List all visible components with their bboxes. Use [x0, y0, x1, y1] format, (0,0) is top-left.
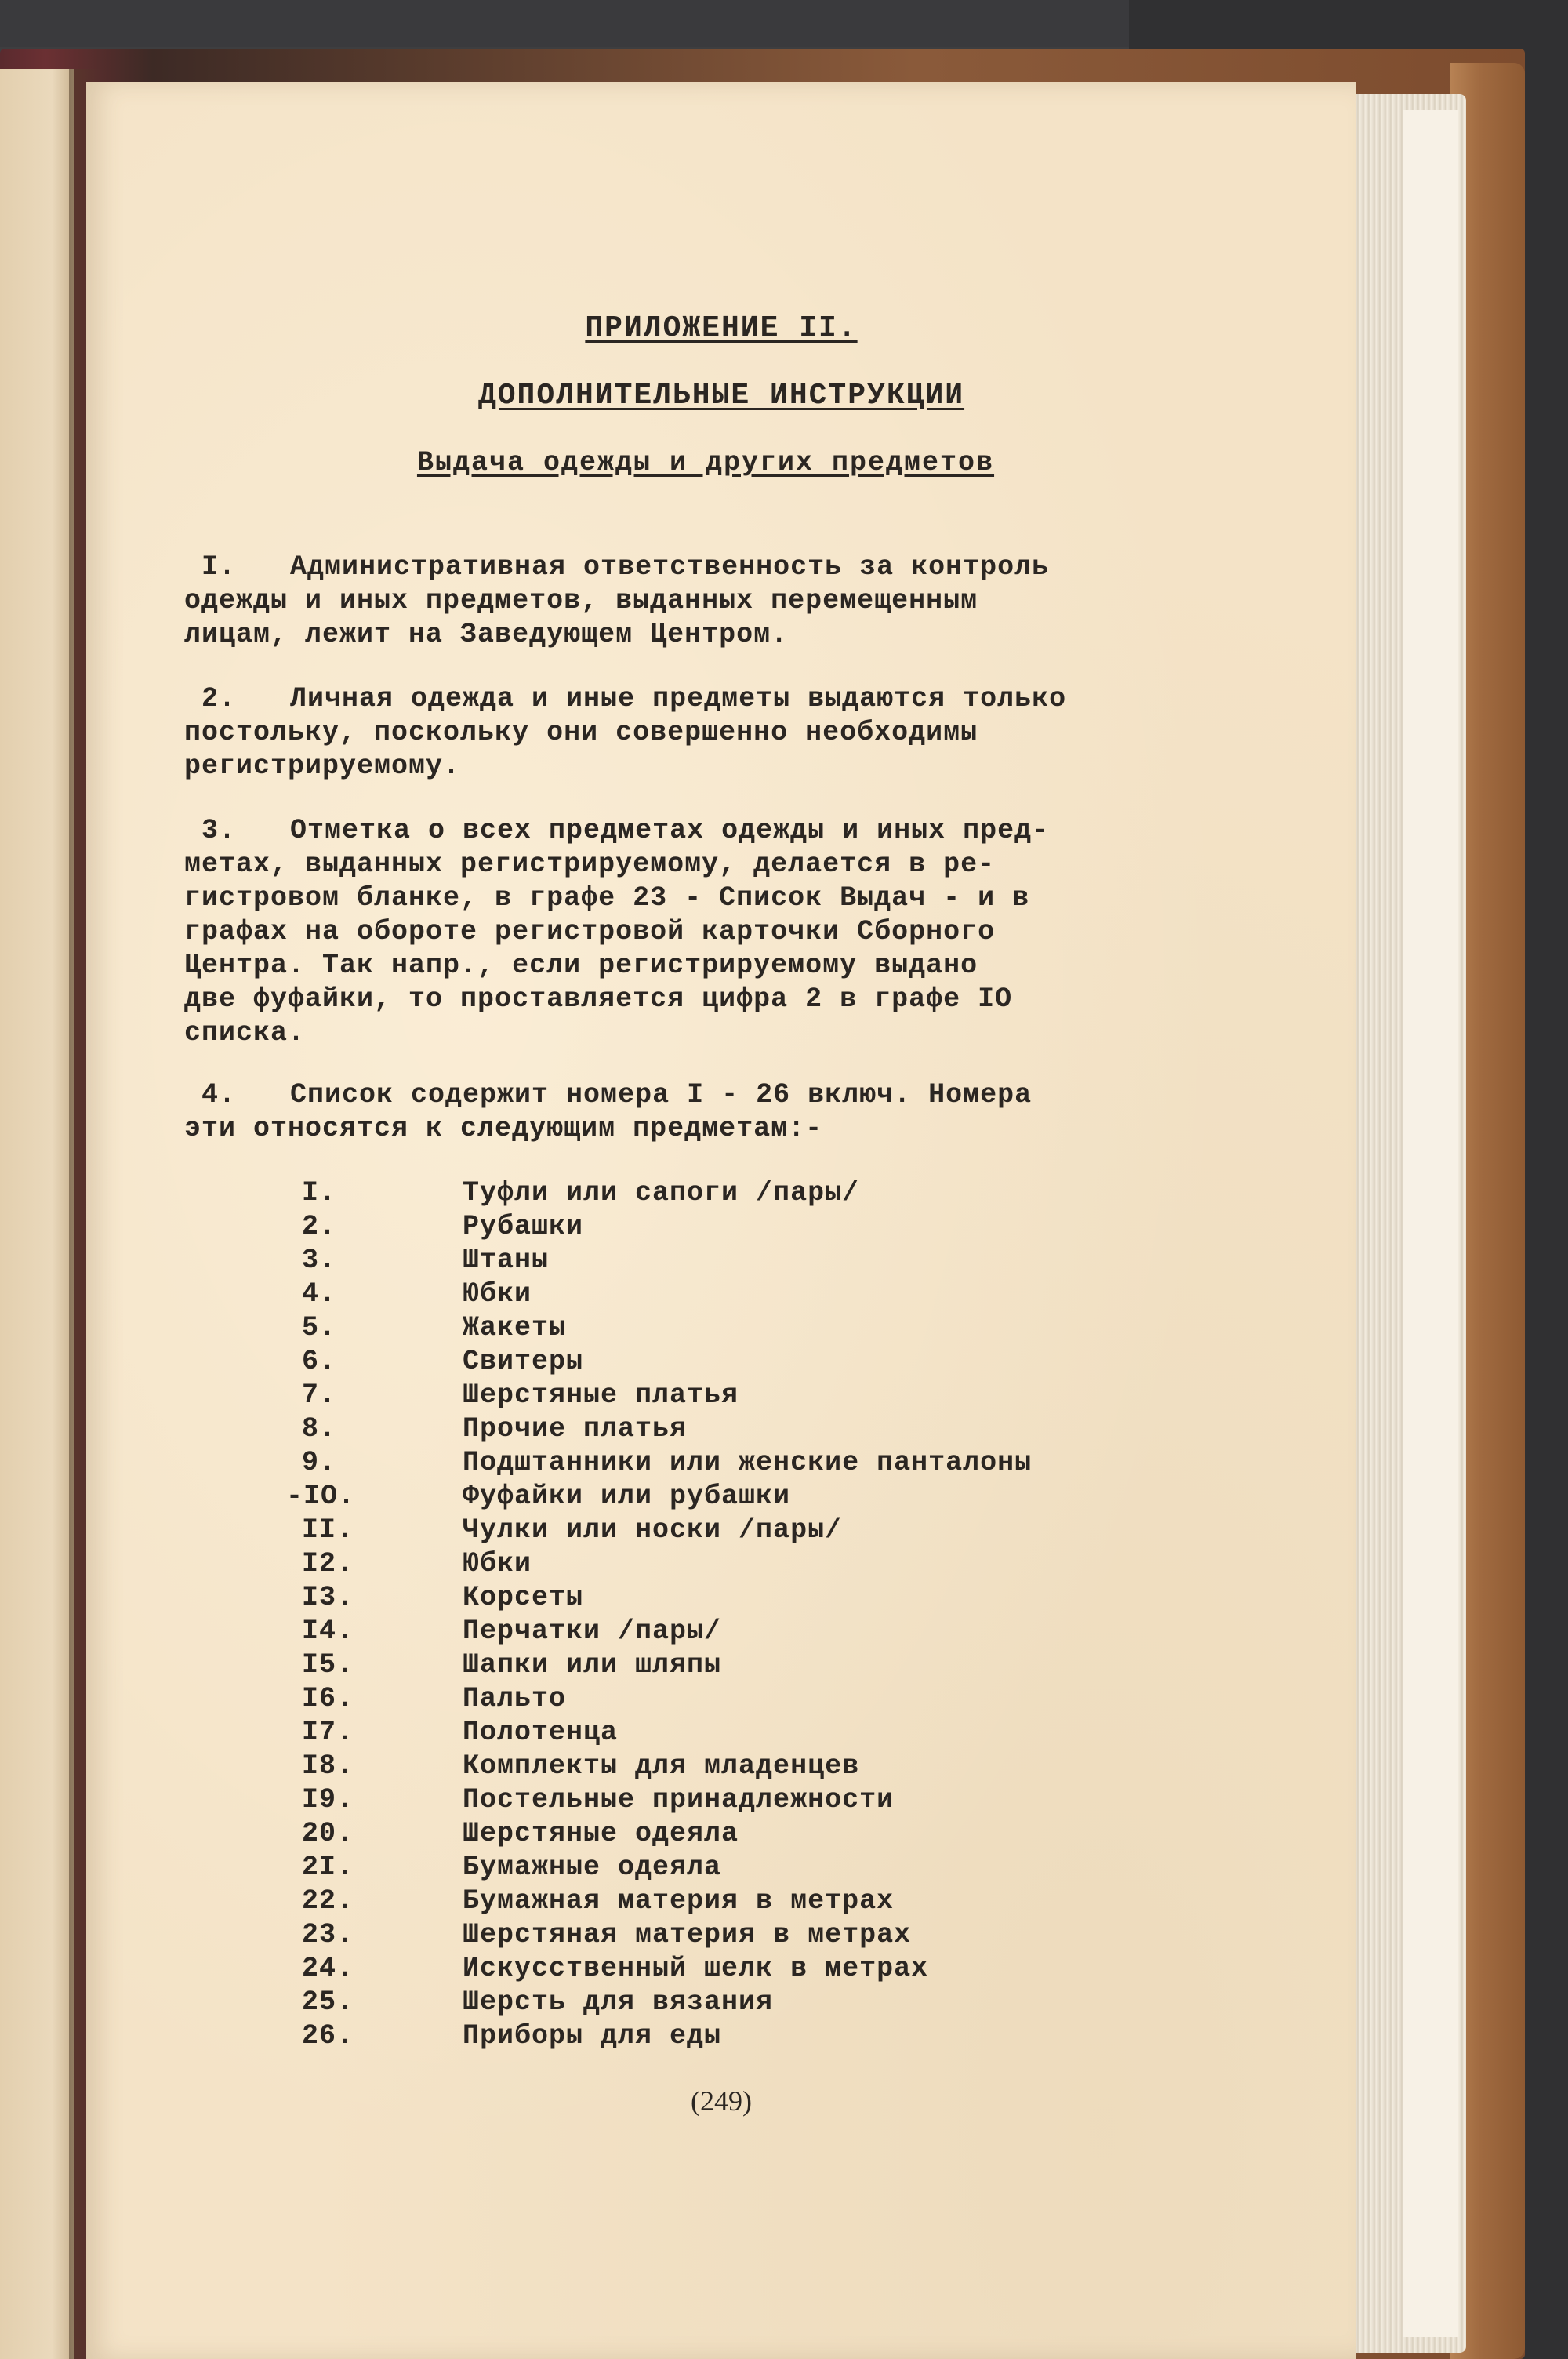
section-title: ДОПОЛНИТЕЛЬНЫЕ ИНСТРУКЦИИ [477, 379, 965, 413]
item-text: Чулки или носки /пары/ [463, 1514, 843, 1546]
paragraph-4 [184, 1078, 1337, 1146]
item-text: Рубашки [463, 1211, 584, 1242]
item-number: 24. [302, 1953, 354, 1984]
item-text: Пальто [463, 1683, 567, 1714]
item-number: 4. [302, 1278, 337, 1310]
item-text: Жакеты [463, 1312, 567, 1343]
item-text: Прочие платья [463, 1413, 688, 1445]
item-number: I4. [302, 1616, 354, 1647]
paragraph-3 [184, 814, 1337, 1050]
paragraph-line: две фуфайки, то проставляется цифра 2 в графе IO [184, 983, 1013, 1015]
paragraph-line: гистровом бланке, в графе 23 - Список Выдач - и в [184, 882, 1030, 914]
list-item [86, 1210, 1184, 1244]
list-item [86, 1851, 1184, 1885]
item-text: Шерсть для вязания [463, 1986, 774, 2018]
item-number: I7. [302, 1717, 354, 1748]
item-number: 2. [302, 1211, 337, 1242]
list-item [86, 1716, 1184, 1750]
item-number: 22. [302, 1885, 354, 1917]
item-number: I2. [302, 1548, 354, 1579]
item-text: Шапки или шляпы [463, 1649, 722, 1681]
item-text: Шерстяные одеяла [463, 1818, 739, 1849]
item-text: Полотенца [463, 1717, 619, 1748]
list-item [86, 1176, 1184, 1210]
list-item [86, 1952, 1184, 1986]
paragraph-number: 3. [201, 815, 237, 846]
list-item [86, 1345, 1184, 1379]
item-text: Шерстяные платья [463, 1379, 739, 1411]
document-page [86, 82, 1356, 2359]
item-text: Бумажные одеяла [463, 1852, 722, 1883]
paragraph-number: I. [201, 551, 237, 583]
list-item [86, 1986, 1184, 2019]
list-item [86, 1379, 1184, 1412]
item-text: Юбки [463, 1548, 532, 1579]
item-number: I8. [302, 1750, 354, 1782]
list-item [86, 1885, 1184, 1918]
item-number: 9. [302, 1447, 337, 1478]
list-item [86, 1412, 1184, 1446]
item-number: 3. [302, 1245, 337, 1276]
item-number: 8. [302, 1413, 337, 1445]
paragraph-line: регистрируемому. [184, 751, 461, 782]
paragraph-line: постольку, поскольку они совершенно необходимы [184, 717, 978, 748]
item-text: Приборы для еды [463, 2020, 722, 2052]
list-item [86, 1750, 1184, 1783]
item-number: 6. [302, 1346, 337, 1377]
list-item [86, 1918, 1184, 1952]
list-item [86, 1514, 1184, 1547]
list-item [86, 1311, 1184, 1345]
item-text: Штаны [463, 1245, 550, 1276]
list-item [86, 1446, 1184, 1480]
item-text: Искусственный шелк в метрах [463, 1953, 929, 1984]
item-number: I6. [302, 1683, 354, 1714]
paragraph-line: списка. [184, 1017, 306, 1049]
list-item [86, 1244, 1184, 1278]
list-item [86, 1278, 1184, 1311]
item-text: Постельные принадлежности [463, 1784, 895, 1816]
item-number: I5. [302, 1649, 354, 1681]
subsection-title: Выдача одежды и других предметов [416, 447, 995, 478]
list-item [86, 1615, 1184, 1648]
list-item [86, 1480, 1184, 1514]
list-item [86, 1581, 1184, 1615]
background-surface [0, 0, 1129, 47]
item-text: Подштанники или женские панталоны [463, 1447, 1033, 1478]
paragraph-line: одежды и иных предметов, выданных перемещенным [184, 585, 978, 616]
page-stack-inner [1403, 110, 1458, 2337]
item-text: Свитеры [463, 1346, 584, 1377]
paragraph-number: 2. [201, 683, 237, 714]
item-number: 23. [302, 1919, 354, 1950]
paragraph-line: лицам, лежит на Заведующем Центром. [184, 619, 789, 650]
item-number: 26. [302, 2020, 354, 2052]
paragraph-line: Список содержит номера I - 26 включ. Номера [290, 1079, 1033, 1110]
paragraph-1 [184, 551, 1337, 652]
item-text: Фуфайки или рубашки [463, 1481, 791, 1512]
item-number: 5. [302, 1312, 337, 1343]
item-number: -IO. [286, 1481, 356, 1512]
appendix-title: ПРИЛОЖЕНИЕ II. [585, 311, 858, 345]
paragraph-line: Личная одежда и иные предметы выдаются только [290, 683, 1067, 714]
item-number: 25. [302, 1986, 354, 2018]
item-number: I3. [302, 1582, 354, 1613]
item-number: II. [302, 1514, 354, 1546]
item-number: 20. [302, 1818, 354, 1849]
paragraph-number: 4. [201, 1079, 237, 1110]
paragraph-line: эти относятся к следующим предметам:- [184, 1113, 823, 1144]
page-number: (249) [691, 2085, 752, 2117]
paragraph-line: графах на обороте регистровой карточки Сборного [184, 916, 996, 947]
item-number: 2I. [302, 1852, 354, 1883]
item-number: I9. [302, 1784, 354, 1816]
list-item [86, 1682, 1184, 1716]
paragraph-line: Отметка о всех предметах одежды и иных пред- [290, 815, 1050, 846]
paragraph-line: метах, выданных регистрируемому, делается в ре- [184, 849, 996, 880]
list-item [86, 1817, 1184, 1851]
item-text: Корсеты [463, 1582, 584, 1613]
item-text: Юбки [463, 1278, 532, 1310]
item-text: Шерстяная материя в метрах [463, 1919, 912, 1950]
item-text: Комплекты для младенцев [463, 1750, 860, 1782]
paragraph-line: Административная ответственность за контроль [290, 551, 1050, 583]
item-text: Перчатки /пары/ [463, 1616, 722, 1647]
item-number: 7. [302, 1379, 337, 1411]
item-text: Туфли или сапоги /пары/ [463, 1177, 860, 1209]
list-item [86, 1648, 1184, 1682]
paragraph-line: Центра. Так напр., если регистрируемому выдано [184, 950, 978, 981]
list-item [86, 2019, 1184, 2053]
left-page-sliver [0, 69, 74, 2359]
item-text: Бумажная материя в метрах [463, 1885, 895, 1917]
item-number: I. [302, 1177, 337, 1209]
list-item [86, 1547, 1184, 1581]
list-item [86, 1783, 1184, 1817]
paragraph-2 [184, 682, 1337, 783]
